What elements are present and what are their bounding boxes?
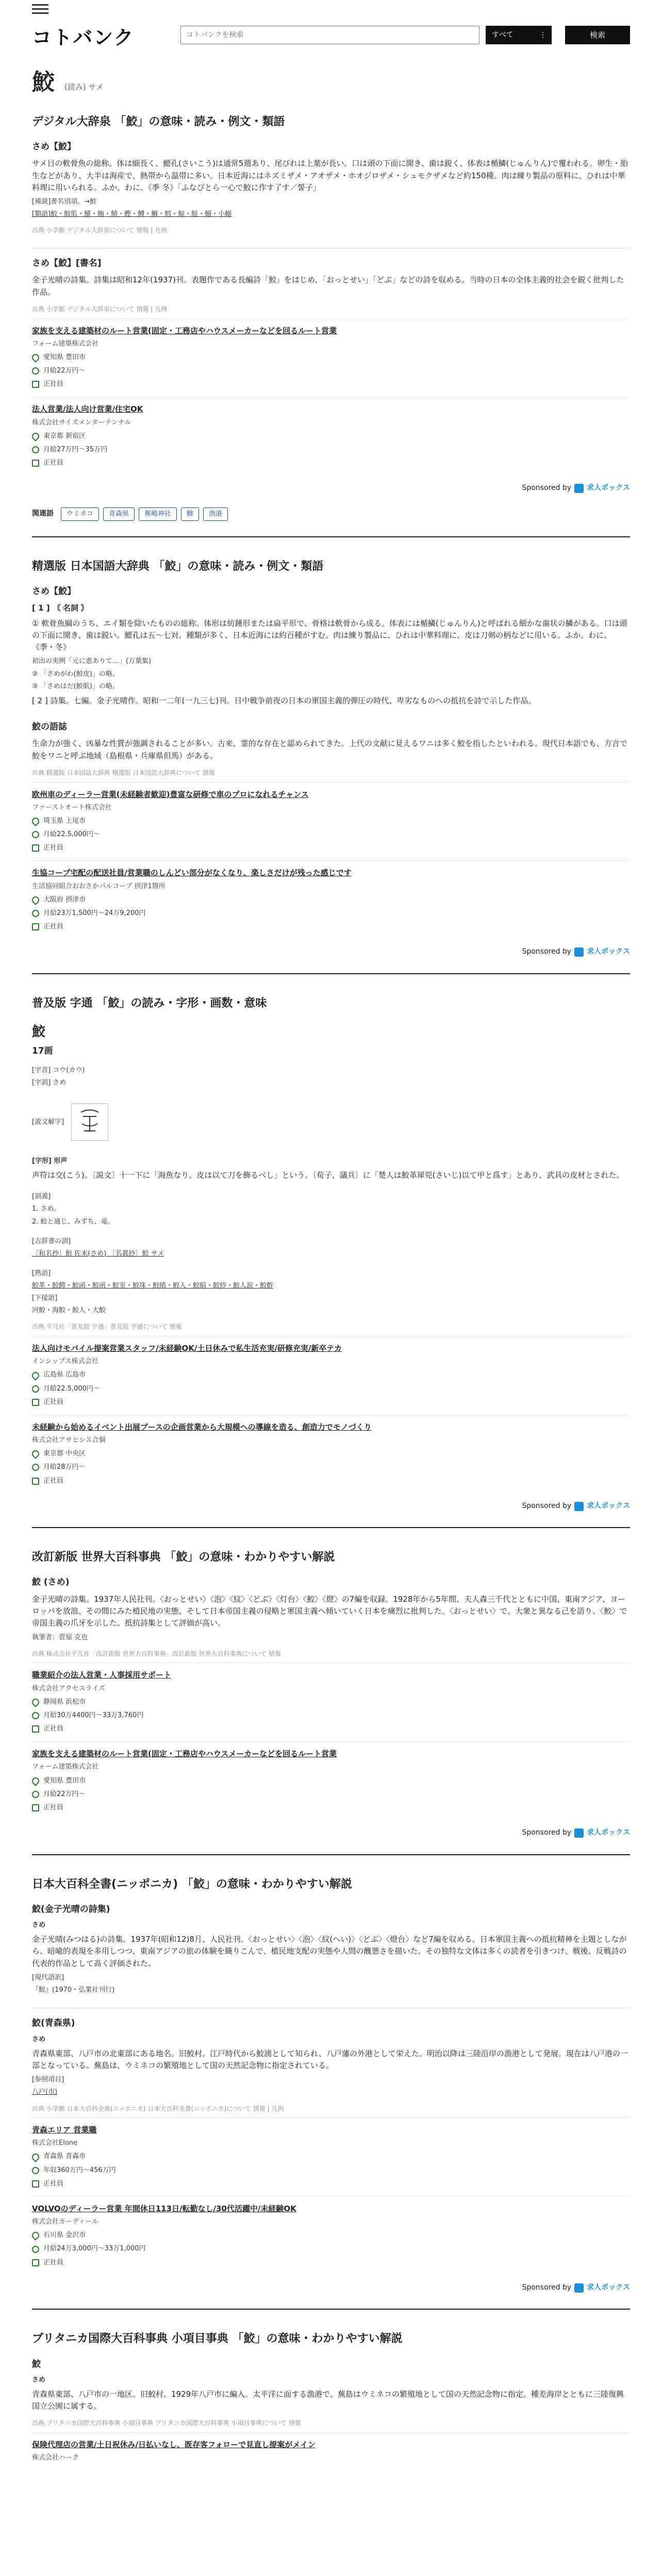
job-ad-title[interactable]: 法人向けモバイル提案営業スタッフ/未経験OK/土日休みで私生活充実/研修充実/新卒テカ xyxy=(32,1344,342,1353)
location-icon xyxy=(30,2152,41,2162)
related-chip[interactable]: 鰺 xyxy=(181,507,199,521)
job-ad-type: 正社員 xyxy=(43,459,64,467)
salary-icon xyxy=(32,2167,39,2174)
job-ad-type: 正社員 xyxy=(43,2258,64,2266)
job-ad-location: 東京都 新宿区 xyxy=(43,432,86,440)
job-ad-company: 生活協同組合おおさかパルコープ 摂津1箇所 xyxy=(32,882,166,890)
entry-heading: さめ【鮫】[書名] xyxy=(32,258,102,269)
dict-title-britannica: ブリタニカ国際大百科事典 小項目事典 「鮫」の意味・わかりやすい解説 xyxy=(32,2332,403,2346)
source-line: 出典 精選版 日本国語大辞典 精選版 日本国語大辞典について 情報 xyxy=(32,769,215,776)
entry-heading: さめ【鮫】 xyxy=(32,586,76,597)
employment-type-icon xyxy=(32,1804,39,1811)
job-ad-company: インシップス株式会社 xyxy=(32,1358,98,1366)
job-ads xyxy=(32,2117,630,2275)
job-ad-location: 埼玉県 上尾市 xyxy=(43,817,86,825)
sponsored-label: Sponsored by xyxy=(522,484,572,493)
reference-heading: [参照項目] xyxy=(32,2076,64,2084)
job-ad-location: 愛知県 豊田市 xyxy=(43,353,86,361)
sponsored-brand: 求人ボックス xyxy=(587,2283,630,2292)
example-line: ③ 「さめはだ(鮫肌)」の略。 xyxy=(32,682,119,690)
entry-heading: 鮫 xyxy=(32,2359,41,2369)
section-rule xyxy=(32,2309,630,2310)
definition-body: ① 軟骨魚綱のうち、エイ類を除いたものの総称。体形は紡錘形または扁平形で、骨格は軟骨から成る。体表には楯鱗(じゅんりん)と呼ばれる細かな歯状の鱗がある。口は頭の下面に開き、歯は鋭い。鰓孔は五〜七対。種類が多く、日本近海には約百種がすむ。肉は練り製品に、ひれは中華料理に、皮は刀剣の柄などに用いる。ふか。わに。《季・冬》 xyxy=(32,618,627,652)
employment-type-icon xyxy=(32,1399,39,1406)
kyujinbox-logo-icon xyxy=(574,1828,584,1838)
job-ad-type: 正社員 xyxy=(43,2179,64,2188)
job-ad-type: 正社員 xyxy=(43,922,64,930)
search-scope-select[interactable] xyxy=(486,26,552,44)
dict-title-nipponica: 日本大百科全書(ニッポニカ) 「鮫」の意味・わかりやすい解説 xyxy=(32,1877,352,1891)
salary-icon xyxy=(32,1385,39,1393)
search-input[interactable] xyxy=(180,26,479,44)
scope-label: すべて xyxy=(492,31,514,39)
job-ad-title[interactable]: 法人営業/法人向け営業/住宅OK xyxy=(32,404,143,414)
job-ad-company: 株式会社アクセスライズ xyxy=(32,1684,106,1692)
entry-heading: 鮫 (さめ) xyxy=(32,1577,70,1588)
job-ad[interactable] xyxy=(32,2117,630,2196)
location-icon xyxy=(30,1776,41,1786)
sponsored-by[interactable] xyxy=(32,946,630,958)
entry-heading: 鮫の語誌 xyxy=(32,722,67,733)
job-ad-salary: 月給23万1,500円〜24万9,200円 xyxy=(43,909,146,917)
section-rule xyxy=(32,1854,630,1855)
job-ad-type: 正社員 xyxy=(43,1477,64,1485)
reference-link[interactable]: 八戸(市) xyxy=(32,2088,58,2096)
section-rule xyxy=(32,973,630,974)
seal-label: [説文解字] xyxy=(32,1118,64,1126)
job-ad-title[interactable]: 職業紹介の法人営業・人事採用サポート xyxy=(32,1670,172,1680)
job-ad-salary: 月給27万円〜35万円 xyxy=(43,445,108,453)
source-line: 出典 小学館 日本大百科全書(ニッポニカ) 日本大百科全書(ニッポニカ)について 情報 | 凡例 xyxy=(32,2105,284,2112)
jion: [字音] コウ(カウ) xyxy=(32,1066,85,1074)
job-ad[interactable] xyxy=(32,860,630,939)
job-ad-title[interactable]: 青森エリア 営業職 xyxy=(32,2125,97,2135)
sponsored-by[interactable] xyxy=(32,483,630,494)
job-ad-salary: 月給22.5,000円〜 xyxy=(43,831,100,839)
job-ad-location: 大阪府 摂津市 xyxy=(43,895,86,904)
stroke-count: 17画 xyxy=(32,1046,53,1057)
related-chip[interactable]: 蕪嶋神社 xyxy=(139,507,177,521)
source-line: 出典 平凡社「普及版 字通」普及版 字通について 情報 xyxy=(32,1323,183,1331)
job-ad-title[interactable]: 保険代理店の営業/土日祝休み/日払いなし、既存客フォローで見直し提案がメイン xyxy=(32,2440,316,2450)
job-ad-company: フォーム建築株式会社 xyxy=(32,340,99,348)
entry-heading: 鮫(青森県) xyxy=(32,2018,75,2029)
job-ad[interactable] xyxy=(32,782,630,861)
job-ad-type: 正社員 xyxy=(43,1398,64,1406)
job-ad-salary: 月給22万円〜 xyxy=(43,1790,86,1798)
kunyo-item: 1. さめ。 xyxy=(32,1205,61,1213)
related-words xyxy=(32,507,630,521)
employment-type-icon xyxy=(32,1725,39,1733)
salary-icon xyxy=(32,831,39,838)
job-ad-title[interactable]: 欧州車のディーラー営業(未経験者歓迎)豊富な研修で車のプロになれるチャンス xyxy=(32,789,309,799)
job-ad-location: 静岡県 浜松市 xyxy=(43,1698,86,1706)
related-chip[interactable]: 青森県 xyxy=(103,507,135,521)
entry-reading: さめ xyxy=(32,1921,46,1929)
search-button[interactable]: 検索 xyxy=(565,26,630,44)
kago-body: 河鮫・海鮫・鮫人・大鮫 xyxy=(32,1307,106,1315)
location-icon xyxy=(30,895,41,905)
section-rule xyxy=(32,536,630,537)
entry-body: 金子光晴の詩集。詩集は昭和12年(1937)刊。表題作である長編詩「鮫」をはじめ、「おっとせい」「どぶ」などの詩を収める。当時の日本の全体主義的社会を鋭く批判した作品。 xyxy=(32,275,624,297)
seal-script-image xyxy=(71,1104,108,1141)
salary-icon xyxy=(32,1791,39,1798)
job-ad-company: 株式会社カーディール xyxy=(32,2218,98,2226)
jitsu-kanji: 鮫 xyxy=(32,1024,46,1040)
job-ad-title[interactable]: 未経験から始めるイベント出展ブースの企画営業から大規模への導線を造る、創造力でモノづくり xyxy=(32,1422,372,1432)
job-ad-salary: 月給24万3,000円〜33万1,000円 xyxy=(43,2245,146,2253)
sponsored-label: Sponsored by xyxy=(522,2283,572,2292)
location-icon xyxy=(30,352,41,363)
source-line: 出典 小学館 デジタル大辞泉について 情報 | 凡例 xyxy=(32,305,168,313)
menu-icon[interactable] xyxy=(32,4,48,16)
dict-title-sekai: 改訂新版 世界大百科事典 「鮫」の意味・わかりやすい解説 xyxy=(32,1551,335,1564)
job-ads xyxy=(32,1336,630,1494)
employment-type-icon xyxy=(32,923,39,930)
kyujinbox-logo-icon xyxy=(574,947,584,957)
example-line: 初出の実例「元に恵ありて…」(万葉集) xyxy=(32,657,152,666)
dict-title-nikkoku: 精選版 日本国語大辞典 「鮫」の意味・読み・例文・類語 xyxy=(32,560,324,573)
job-ad-location: 青森県 青森市 xyxy=(43,2153,86,2161)
kago-heading: [下接語] xyxy=(32,1294,58,1302)
job-ads xyxy=(32,2432,630,2470)
sponsored-label: Sponsored by xyxy=(522,1828,572,1837)
entry-note: [補説]書名別項。→鮫 xyxy=(32,198,97,206)
definition-body: [ 2 ] 詩集。七編。金子光晴作。昭和一二年(一九三七)刊。日中戦争前夜の日本の軍国主義的弾圧の時代、卑劣なものへの抵抗を詩で示した作品。 xyxy=(32,696,536,705)
job-ad-company: ファーストオート株式会社 xyxy=(32,803,112,811)
sponsored-brand: 求人ボックス xyxy=(587,1501,630,1510)
section-rule xyxy=(32,1527,630,1528)
job-ad-type: 正社員 xyxy=(43,844,64,852)
jikei-heading: [字形] 形声 xyxy=(32,1157,68,1165)
gorei-body[interactable]: 鮫革・鮫鰐・鮫函・鮫函・鮫室・鮫珠・鮫綃・鮫人・鮫絹・鮫紗・鮫人涙・鮫鮓 xyxy=(32,1282,274,1290)
job-ad-company: 株式会社Elone xyxy=(32,2139,78,2147)
sponsored-brand: 求人ボックス xyxy=(587,1828,630,1837)
kyujinbox-logo-icon xyxy=(574,484,584,493)
salary-icon xyxy=(32,2246,39,2253)
related-chip[interactable]: 漁港 xyxy=(203,507,228,521)
entry-heading: さめ【鮫】 xyxy=(32,142,76,152)
job-ad-salary: 月給30万4400円〜33万3,760円 xyxy=(43,1711,144,1719)
entry-body: 青森県東部、八戸市の北東部にある地名。旧鮫村。江戸時代から鮫浦として知られ、八戸藩の外港として栄えた。明治以降は三陸沿岸の漁港として発展。現在は八戸港の一部となっている。蕪島は、ウミネコの繁殖地として国の天然記念物に指定されている。 xyxy=(32,2048,628,2070)
headword-reading: (読み) サメ xyxy=(64,82,104,92)
job-ad-title[interactable]: 生協コープ宅配の配送社員/営業職のしんどい部分がなくなり、楽しさだけが残った感じです xyxy=(32,868,352,878)
example-line: ② 「さめがわ(鮫皮)」の略。 xyxy=(32,670,119,678)
location-icon xyxy=(30,1370,41,1381)
job-ad[interactable] xyxy=(32,1415,630,1494)
reference-heading: [現代語訳] xyxy=(32,1973,64,1981)
entry-body: 金子光晴(みつはる)の詩集。1937年(昭和12)8月、人民社刊。〈おっとせい〉〈泡〉〈紋(へい)〉〈どぶ〉〈燈台〉など7編を収める。日本軍国主義への抵抗精神を主題としながら、暗喩的表現を多用しつつ、東南アジアの旅の体験を織りこんで、植民地支配の実態や人間の醜悪さを描いた。その独特な文体は多くの読者を引きつけ、戦後、反戦詩の代表的作品として高く評価された。 xyxy=(32,1935,627,1968)
ruigo-links[interactable]: [類語]鮫・鮫肌・鱶・鮪・鯖・鰹・鱒・鯛・鱈・鯨・鮭・鰯・小鰯 xyxy=(32,210,232,218)
entry-body: 青森県東部、八戸市の一地区。旧鮫村。1929年八戸市に編入。太平洋に面する漁港で、蕪島はウミネコの繁殖地として国の天然記念物に指定。種差海岸とともに三陸復興国立公園に属する。 xyxy=(32,2389,624,2411)
reference-body: 『鮫』(1970・弘業社刊行) xyxy=(32,1986,115,1994)
entry-body: 金子光晴の詩集。1937年人民社刊。〈おっとせい〉〈泡〉〈紋〉〈どぶ〉〈灯台〉〈鮫〉〈燈〉の7編を収録。1928年から5年間、夫人森三千代とともに中国、東南アジア、ヨーロッパを放浪、その間にみた植民地の実態、そして日本帝国主義の侵略と軍国主義へ傾いていく日本を痛烈に批判した。〈おっとせい〉で、大衆と異なる己を語り、〈鮫〉で帝国主義の爪牙を示した。抵抗詩集として評価が高い。 xyxy=(32,1594,627,1628)
location-icon xyxy=(30,431,41,442)
dict-title-daijisen: デジタル大辞泉 「鮫」の意味・読み・例文・類語 xyxy=(32,115,285,128)
source-line: 出典 株式会社平凡社「改訂新版 世界大百科事典」改訂新版 世界大百科事典について 情報 xyxy=(32,1650,282,1657)
job-ad-type: 正社員 xyxy=(43,1724,64,1733)
job-ad-company: 株式会社サイズメンターテンナル xyxy=(32,418,131,427)
job-ad-location: 石川県 金沢市 xyxy=(43,2231,86,2240)
job-ad-type: 正社員 xyxy=(43,1803,64,1811)
job-ad-salary: 月給22.5,000円〜 xyxy=(43,1384,100,1393)
entry-heading: 鮫(金子光晴の詩集) xyxy=(32,1904,110,1914)
definition-heading: [ 1 ] 〘 名詞 〙 xyxy=(32,603,89,613)
sponsored-by[interactable] xyxy=(32,1501,630,1512)
job-ads xyxy=(32,782,630,940)
sponsored-label: Sponsored by xyxy=(522,1501,572,1510)
employment-type-icon xyxy=(32,2180,39,2188)
dict-title-jitsu: 普及版 字通 「鮫」の読み・字形・画数・意味 xyxy=(32,996,267,1010)
location-icon xyxy=(30,1449,41,1459)
job-ad-company: 株式会社ハーク xyxy=(32,2454,79,2462)
job-ad-company: 株式会社アサヒシス合個 xyxy=(32,1436,106,1445)
entry-body: サメ目の軟骨魚の総称。体は細長く、鰓孔(さいこう)は通常5週あり、尾びれは上葉が長い。口は頭の下面に開き、歯は鋭く、体表は楯鱗(じゅんりん)で覆われる。卵生・胎生などがあり、大半は海産で、熱帯から温帯に多い。日本近海にはネズミザメ・アオザメ・ホオジロザメ・シュモクザメなど約150種。肉は練り製品の原料に、ひれは中華料理に用いられる。ふか。わに。《季 冬》「ふなびとら一心で鮫に作す了す／誓子」 xyxy=(32,159,628,192)
job-ad[interactable] xyxy=(32,2432,630,2470)
jikei-body: 声符は交(こう)。〔説文〕十一下に「海魚なり。皮は以て刀を飾るべし」という。〔荀子、議兵〕に「楚人は鮫革犀兕(さいじ)以て甲と爲す」とあり、武具の皮材とされた。 xyxy=(32,1170,624,1180)
job-ads xyxy=(32,318,630,476)
job-ad[interactable] xyxy=(32,318,630,397)
entry-reading: さめ xyxy=(32,2035,46,2043)
salary-icon xyxy=(32,367,39,375)
sponsored-by[interactable] xyxy=(32,1827,630,1839)
location-icon xyxy=(30,2230,41,2241)
employment-type-icon xyxy=(32,460,39,467)
kunyo-item: 2. 蛟と通じ、みずち、竜。 xyxy=(32,1217,114,1226)
employment-type-icon xyxy=(32,381,39,388)
job-ad[interactable] xyxy=(32,2196,630,2275)
related-label: 関連語 xyxy=(32,510,54,518)
job-ad-title[interactable]: 家族を支える建築材のルート営業(固定・工務店やハウスメーカーなどを回るルート営業 xyxy=(32,326,337,335)
salary-icon xyxy=(32,1712,39,1719)
salary-icon xyxy=(32,1464,39,1471)
chevron-down-icon: ⋮ xyxy=(539,31,547,39)
location-icon xyxy=(30,1697,41,1707)
kunyo-heading: [訓義] xyxy=(32,1193,51,1201)
location-icon xyxy=(30,816,41,826)
job-ad-location: 広島県 広島市 xyxy=(43,1371,86,1379)
sponsored-brand: 求人ボックス xyxy=(587,947,630,956)
entry-reading: さめ xyxy=(32,2376,46,2384)
site-logo[interactable]: コトバンク xyxy=(32,26,135,49)
job-ad-salary: 月給28万円〜 xyxy=(43,1463,86,1471)
job-ad[interactable] xyxy=(32,1741,630,1820)
gorei-heading: [熟語] xyxy=(32,1269,51,1277)
job-ad[interactable] xyxy=(32,1336,630,1415)
salary-icon xyxy=(32,910,39,917)
job-ad[interactable] xyxy=(32,397,630,476)
employment-type-icon xyxy=(32,1478,39,1485)
entry-body: 生命力が強く、凶暴な性質が強調されることが多い。古来、霊的な存在と認められてきた。上代の文献に見えるワニは多く鮫を指したといわれる。現代日本語でも、方言で鮫をワニと呼ぶ地域（島根県・兵庫県但馬）がある。 xyxy=(32,739,627,760)
job-ads xyxy=(32,1663,630,1820)
site-header xyxy=(32,0,630,49)
job-ad-company: フォーム建築株式会社 xyxy=(32,1763,99,1771)
job-ad-type: 正社員 xyxy=(43,380,64,388)
related-chip[interactable]: ウミネコ xyxy=(61,507,99,521)
headword xyxy=(32,65,630,98)
author-line: 執筆者：菅原 克也 xyxy=(32,1633,88,1641)
job-ad-location: 愛知県 豊田市 xyxy=(43,1776,86,1785)
headword-kanji: 鮫 xyxy=(32,69,55,95)
source-line: 出典 小学館 デジタル大辞泉について 情報 | 凡例 xyxy=(32,227,168,234)
kyujinbox-logo-icon xyxy=(574,2283,584,2293)
kyujinbox-logo-icon xyxy=(574,1502,584,1511)
koji-heading: [古辞書の訓] xyxy=(32,1237,71,1245)
job-ad-salary: 月給22万円〜 xyxy=(43,367,86,375)
jikun: [字訓] さめ xyxy=(32,1078,67,1087)
koji-body[interactable]: 〔和名抄〕鮫 佐米(さめ) 〔名義抄〕鮫 サメ xyxy=(32,1249,164,1258)
job-ad-location: 東京都 中央区 xyxy=(43,1450,86,1458)
job-ad-title[interactable]: VOLVOのディーラー営業 年間休日113日/転勤なし/30代活躍中/未経験OK xyxy=(32,2204,296,2213)
source-line: 出典 ブリタニカ国際大百科事典 小項目事典 ブリタニカ国際大百科事典 小項目事典について 情報 xyxy=(32,2419,301,2427)
employment-type-icon xyxy=(32,844,39,852)
employment-type-icon xyxy=(32,2259,39,2266)
job-ad-salary: 年収360万円〜456万円 xyxy=(43,2166,116,2174)
job-ad-title[interactable]: 家族を支える建築材のルート営業(固定・工務店やハウスメーカーなどを回るルート営業 xyxy=(32,1749,337,1759)
sponsored-label: Sponsored by xyxy=(522,947,572,956)
job-ad[interactable] xyxy=(32,1663,630,1741)
salary-icon xyxy=(32,446,39,453)
sponsored-by[interactable] xyxy=(32,2282,630,2294)
sponsored-brand: 求人ボックス xyxy=(587,484,630,493)
